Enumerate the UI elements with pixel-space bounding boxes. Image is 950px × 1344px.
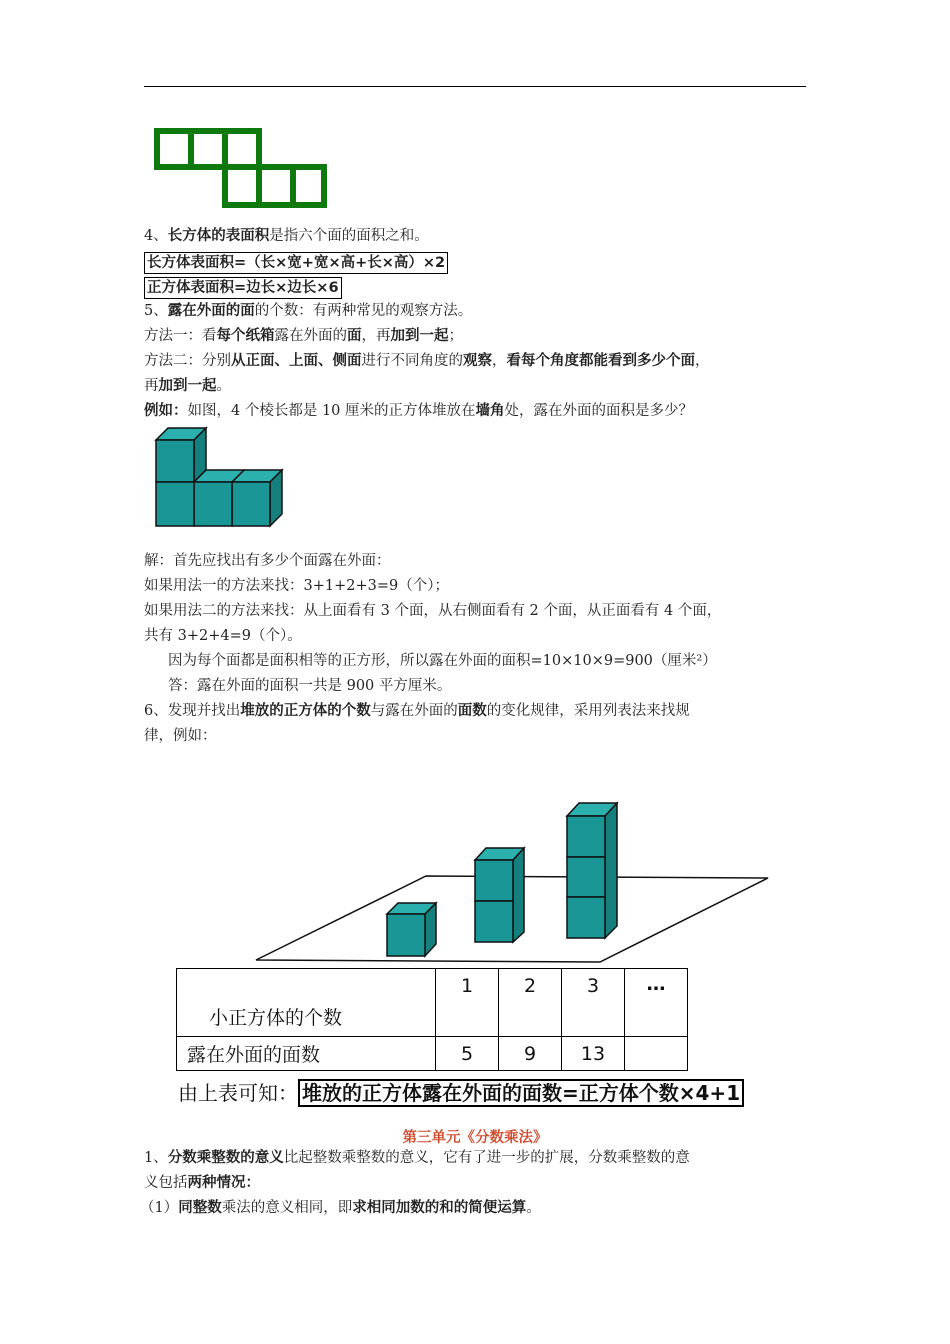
- section4-line: 4、长方体的表面积是指六个面的面积之和。: [144, 228, 429, 244]
- solution-line-5: 因为每个面都是面积相等的正方形，所以露在外面的面积=10×10×9=900（厘米²）: [168, 653, 717, 669]
- stacked-cubes-figure: [250, 796, 774, 968]
- section6-line2: 律，例如：: [144, 728, 217, 744]
- solution-line-3: 如果用法二的方法来找：从上面看有 3 个面，从右侧面看有 2 个面，从正面看有 4 个面，: [144, 603, 722, 619]
- row2-header: 露在外面的面数: [177, 1037, 436, 1071]
- unit3-heading: 第三单元《分数乘法》: [402, 1130, 548, 1146]
- header-rule: [144, 86, 806, 87]
- face-cell: 9: [499, 1037, 562, 1071]
- method1-line: 方法一：看每个纸箱露在外面的面，再加到一起；: [144, 328, 463, 344]
- conclusion-formula: 堆放的正方体露在外面的面数=正方体个数×4+1: [298, 1079, 744, 1107]
- unit3-p1-line2: 义包括两种情况：: [144, 1175, 260, 1191]
- section5-line: 5、露在外面的面的个数：有两种常见的观察方法。: [144, 303, 473, 319]
- method2-line2: 再加到一起。: [144, 378, 231, 394]
- section6-line: 6、发现并找出堆放的正方体的个数与露在外面的面数的变化规律，采用列表法来找规: [144, 703, 690, 719]
- cube-area-formula: 正方体表面积=边长×边长×6: [144, 277, 342, 299]
- corner-cubes-figure: [152, 426, 288, 530]
- solution-line-1: 解：首先应找出有多少个面露在外面：: [144, 553, 391, 569]
- table-row: [177, 969, 688, 1037]
- cube-count-table: [176, 968, 688, 1071]
- cube-net-figure: [150, 124, 330, 214]
- ellipsis-cell: …: [625, 969, 688, 1037]
- solution-line-2: 如果用法一的方法来找：3+1+2+3=9（个）；: [144, 578, 449, 594]
- example-line: 例如：如图，4 个棱长都是 10 厘米的正方体堆放在墙角处，露在外面的面积是多少？: [144, 403, 694, 419]
- unit3-p1: 1、分数乘整数的意义比起整数乘整数的意义，它有了进一步的扩展，分数乘整数的意: [144, 1150, 690, 1166]
- table-conclusion: 由上表可知： 堆放的正方体露在外面的面数=正方体个数×4+1: [178, 1077, 744, 1106]
- method2-line: 方法二：分别从正面、上面、侧面进行不同角度的观察，看每个角度都能看到多少个面，: [144, 353, 710, 369]
- table-row: [177, 1037, 688, 1071]
- face-cell: 13: [562, 1037, 625, 1071]
- row1-header: 小正方体的个数: [177, 969, 436, 1037]
- count-cell: 1: [436, 969, 499, 1037]
- count-cell: 2: [499, 969, 562, 1037]
- face-cell: 5: [436, 1037, 499, 1071]
- count-cell: 3: [562, 969, 625, 1037]
- unit3-p2: （1）同整数乘法的意义相同，即求相同加数的和的简便运算。: [140, 1200, 541, 1216]
- cuboid-area-formula: 长方体表面积=（长×宽+宽×高+长×高）×2: [144, 252, 448, 274]
- solution-line-4: 共有 3+2+4=9（个）。: [144, 628, 302, 644]
- solution-answer: 答：露在外面的面积一共是 900 平方厘米。: [168, 678, 452, 694]
- face-cell: [625, 1037, 688, 1071]
